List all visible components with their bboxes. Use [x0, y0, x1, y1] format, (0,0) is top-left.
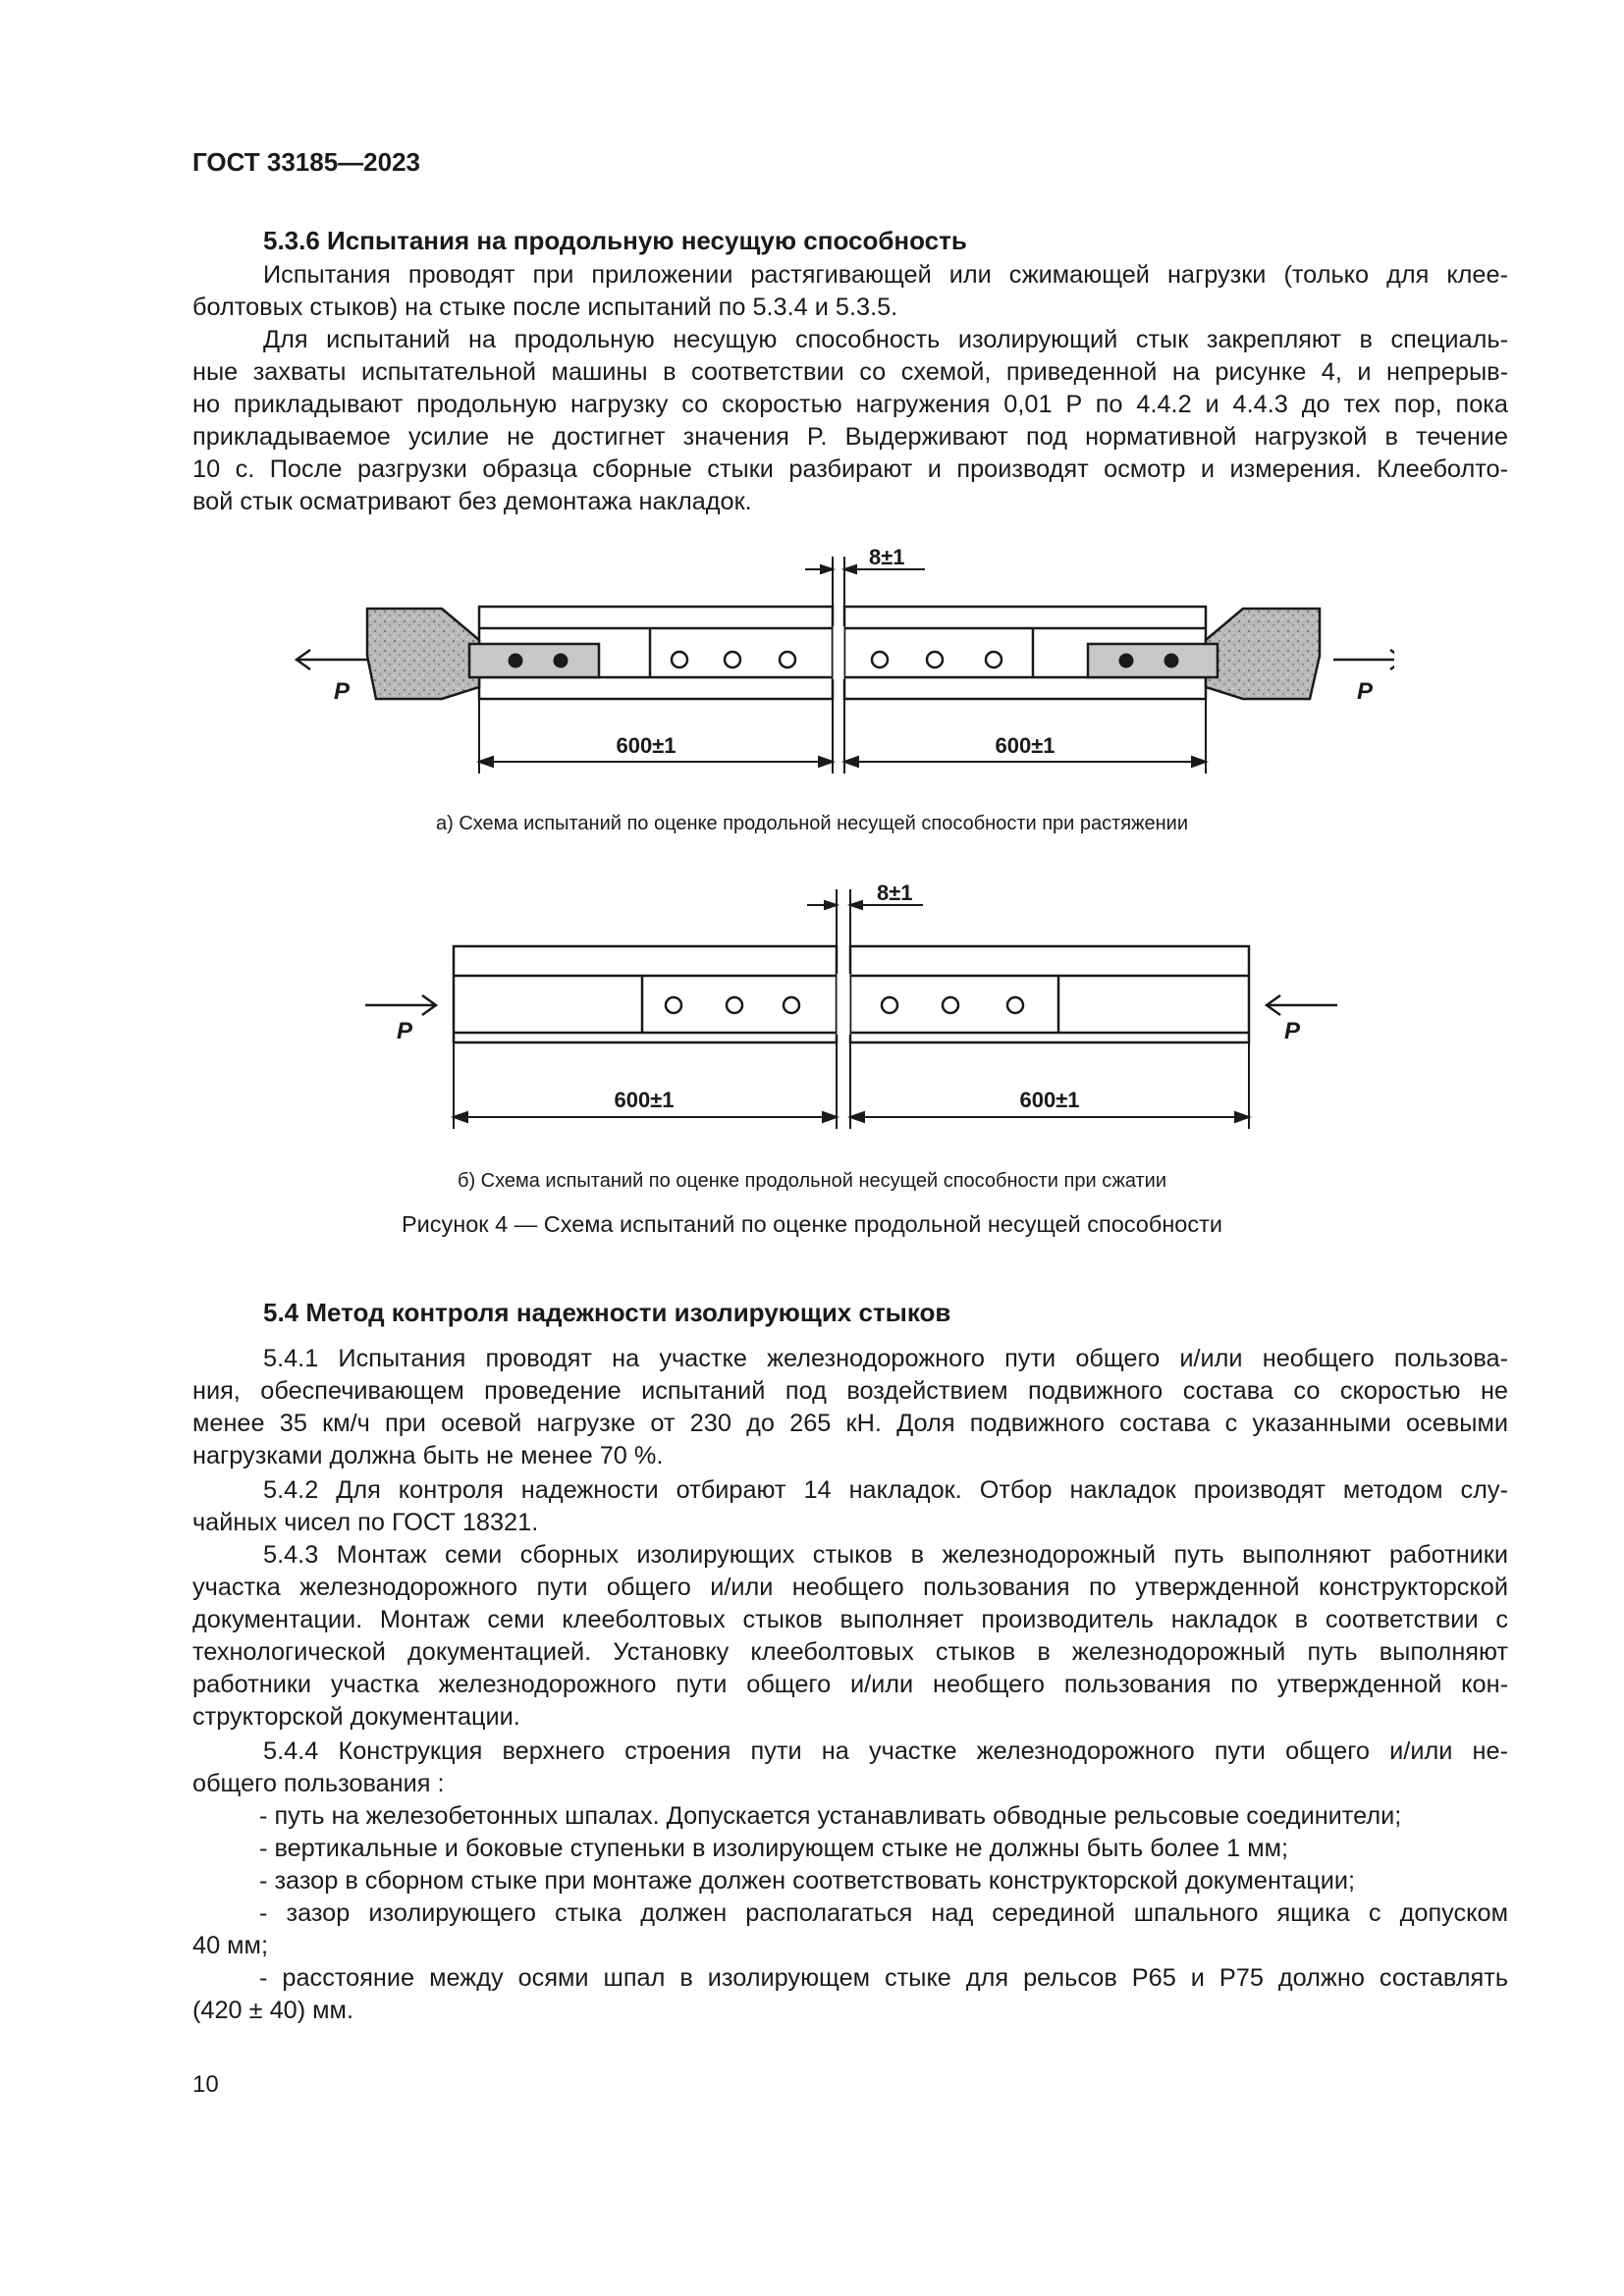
length-dimension-left: 600±1	[614, 1088, 675, 1112]
paragraph-5-4-1	[192, 1343, 1508, 1472]
list-item-continuation: (420 ± 40) мм.	[192, 1997, 353, 2024]
text-line: 10 с. После разгрузки образца сборные стыки разбирают и производят осмотр и измерения. Клееболто-	[192, 455, 1508, 483]
text-line: документации. Монтаж семи клееболтовых стыков выполняет производитель накладок в соответствии с	[192, 1606, 1508, 1633]
text-line: 5.4.1 Испытания проводят на участке железнодорожного пути общего и/или необщего пользова-	[263, 1345, 1508, 1372]
list-item: - зазор изолирующего стыка должен располагаться над серединой шпального ящика с допуском	[259, 1899, 1508, 1927]
list-item: - вертикальные и боковые ступеньки в изолирующем стыке не должны быть более 1 мм;	[259, 1835, 1289, 1862]
paragraph-5-4-2	[192, 1474, 1508, 1539]
text-line: вой стык осматривают без демонтажа накладок.	[192, 488, 752, 515]
right-grip	[1206, 609, 1320, 699]
text-line: чайных чисел по ГОСТ 18321.	[192, 1509, 539, 1536]
text-line: болтовых стыков) на стыке после испытаний по 5.3.4 и 5.3.5.	[192, 294, 898, 321]
gap-dimension-label: 8±1	[869, 545, 905, 569]
text-line: 5.4.3 Монтаж семи сборных изолирующих стыков в железнодорожный путь выполняют работники	[263, 1541, 1508, 1569]
length-dimension-right: 600±1	[995, 733, 1056, 758]
figure-4b-caption: б) Схема испытаний по оценке продольной несущей способности при сжатии	[457, 1170, 1167, 1192]
section-5-4-title: 5.4 Метод контроля надежности изолирующих стыков	[263, 1298, 951, 1327]
list-item: - расстояние между осями шпал в изолирующем стыке для рельсов Р65 и Р75 должно составлять	[259, 1964, 1508, 1992]
force-label-left: P	[334, 678, 351, 705]
list-item: - зазор в сборном стыке при монтаже должен соответствовать конструкторской документации;	[259, 1867, 1356, 1895]
paragraph-5-3-6-2	[192, 324, 1508, 518]
text-line: ные захваты испытательной машины в соответствии со схемой, приведенной на рисунке 4, и непрерыв-	[192, 358, 1508, 386]
text-line: Для испытаний на продольную несущую способность изолирующий стык закрепляют в специаль-	[263, 326, 1508, 353]
gap-dimension-label: 8±1	[877, 881, 913, 905]
figure-4a-tension-diagram	[275, 540, 1394, 795]
text-line: работники участка железнодорожного пути общего и/или необщего пользования по утвержденной кон-	[192, 1671, 1508, 1698]
list-item: - путь на железобетонных шпалах. Допускается устанавливать обводные рельсовые соединители;	[259, 1802, 1402, 1830]
paragraph-5-3-6-1	[192, 259, 1508, 324]
bullet-list	[192, 1800, 1508, 2027]
left-rail	[454, 946, 837, 1042]
figure-4b-compression-diagram	[353, 874, 1355, 1139]
length-dimension-left: 600±1	[616, 733, 677, 758]
paragraph-5-4-3	[192, 1539, 1508, 1734]
page-number: 10	[192, 2071, 219, 2098]
document-code-header: ГОСТ 33185—2023	[192, 147, 420, 177]
force-label-right: P	[1357, 678, 1374, 705]
text-line: участка железнодорожного пути общего и/или необщего пользования по утвержденной конструкторской	[192, 1574, 1508, 1601]
right-rail	[850, 946, 1249, 1042]
figure-4-caption: Рисунок 4 — Схема испытаний по оценке продольной несущей способности	[401, 1211, 1223, 1237]
length-dimension-right: 600±1	[1019, 1088, 1080, 1112]
left-grip	[367, 609, 479, 699]
text-line: Испытания проводят при приложении растягивающей или сжимающей нагрузки (только для клее-	[263, 261, 1508, 289]
text-line: нагрузками должна быть не менее 70 %.	[192, 1442, 664, 1469]
text-line: 5.4.4 Конструкция верхнего строения пути на участке железнодорожного пути общего и/или не-	[263, 1737, 1508, 1765]
text-line: 5.4.2 Для контроля надежности отбирают 14 накладок. Отбор накладок производят методом слу-	[263, 1476, 1508, 1504]
text-line: менее 35 км/ч при осевой нагрузке от 230 до 265 кН. Доля подвижного состава с указанными осевыми	[192, 1410, 1508, 1437]
paragraph-5-4-4	[192, 1735, 1508, 1800]
section-5-3-6-title: 5.3.6 Испытания на продольную несущую способность	[263, 226, 967, 255]
text-line: общего пользования :	[192, 1770, 445, 1797]
force-label-right: P	[1284, 1018, 1301, 1044]
text-line: технологической документацией. Установку клееболтовых стыков в железнодорожный путь выполняют	[192, 1638, 1508, 1666]
text-line: структорской документации.	[192, 1703, 520, 1731]
force-label-left: P	[397, 1018, 413, 1044]
text-line: прикладываемое усилие не достигнет значения P. Выдерживают под нормативной нагрузкой в течение	[192, 423, 1508, 451]
figure-4a-caption: а) Схема испытаний по оценке продольной несущей способности при растяжении	[435, 813, 1189, 834]
text-line: но прикладывают продольную нагрузку со скоростью нагружения 0,01 P по 4.4.2 и 4.4.3 до тех пор, пока	[192, 391, 1508, 418]
list-item-continuation: 40 мм;	[192, 1932, 268, 1959]
text-line: ния, обеспечивающем проведение испытаний под воздействием подвижного состава со скоростью не	[192, 1377, 1508, 1405]
